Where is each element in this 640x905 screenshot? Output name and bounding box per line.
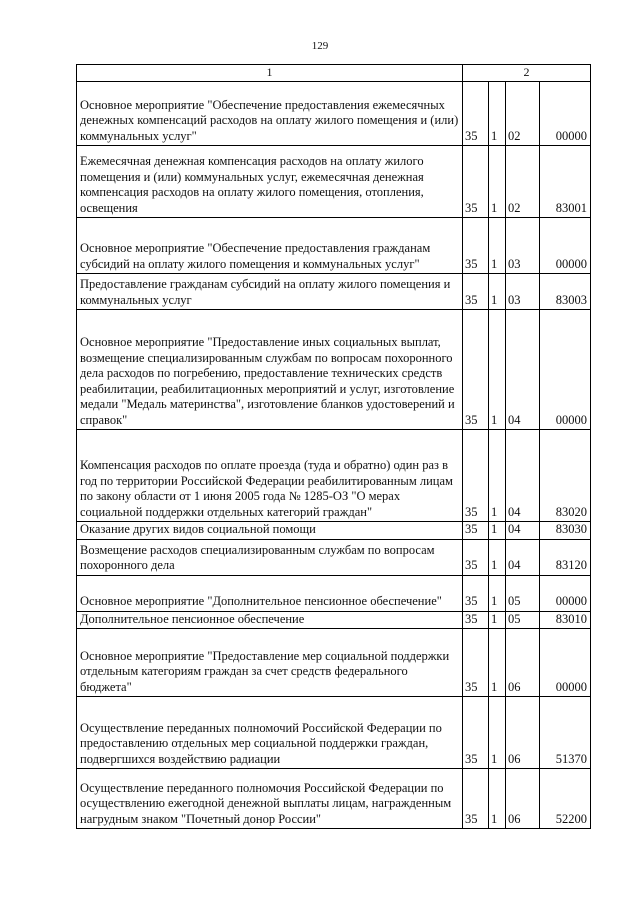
row-code-3: 06 — [506, 629, 540, 697]
page-number: 129 — [311, 40, 329, 52]
row-code-2: 1 — [489, 146, 506, 218]
table-row — [77, 310, 591, 430]
row-code-1: 35 — [463, 522, 489, 540]
row-code-3: 04 — [506, 522, 540, 540]
row-name-cell: Основное мероприятие "Предоставление мер социальной поддержки отдельным категориям граждан за счет средств федерального бюджета" — [77, 629, 463, 697]
row-code-2: 1 — [489, 274, 506, 310]
row-code-3: 02 — [506, 82, 540, 146]
row-name-cell: Дополнительное пенсионное обеспечение — [77, 611, 463, 629]
row-code-3: 03 — [506, 274, 540, 310]
row-name-cell: Основное мероприятие "Обеспечение предоставления ежемесячных денежных компенсаций расходов на оплату жилого помещения и (или) коммунальных услуг" — [77, 82, 463, 146]
row-code-1: 35 — [463, 430, 489, 522]
row-code-4: 52200 — [540, 769, 591, 829]
row-code-2: 1 — [489, 629, 506, 697]
row-name-cell: Основное мероприятие "Предоставление иных социальных выплат, возмещение специализированным службам по вопросам похоронного дела расходов по погребению, предоставление технических средств реабилитации, реабилитационных мероприятий и услуг, изготовление медали "Медаль материнства", изготовление бланков удостоверений и справок" — [77, 310, 463, 430]
row-name-cell: Основное мероприятие "Обеспечение предоставления гражданам субсидий на оплату жилого помещения и коммунальных услуг" — [77, 218, 463, 274]
table-row — [77, 218, 591, 274]
row-code-3: 06 — [506, 697, 540, 769]
row-code-2: 1 — [489, 575, 506, 611]
row-code-1: 35 — [463, 611, 489, 629]
row-code-1: 35 — [463, 629, 489, 697]
table-row — [77, 575, 591, 611]
row-name-cell: Предоставление гражданам субсидий на оплату жилого помещения и коммунальных услуг — [77, 274, 463, 310]
table-row — [77, 522, 591, 540]
table-row — [77, 539, 591, 575]
table-row — [77, 146, 591, 218]
row-code-4: 00000 — [540, 218, 591, 274]
header-cell-col1: 1 — [77, 65, 463, 82]
row-code-2: 1 — [489, 218, 506, 274]
row-code-2: 1 — [489, 539, 506, 575]
row-code-1: 35 — [463, 218, 489, 274]
row-code-1: 35 — [463, 697, 489, 769]
row-code-2: 1 — [489, 522, 506, 540]
header-cell-col2: 2 — [463, 65, 591, 82]
row-code-1: 35 — [463, 146, 489, 218]
row-code-4: 83030 — [540, 522, 591, 540]
row-code-2: 1 — [489, 82, 506, 146]
row-name-cell: Возмещение расходов специализированным службам по вопросам похоронного дела — [77, 539, 463, 575]
row-name-cell: Основное мероприятие "Дополнительное пенсионное обеспечение" — [77, 575, 463, 611]
table-row — [77, 769, 591, 829]
row-code-1: 35 — [463, 575, 489, 611]
row-name-cell: Осуществление переданных полномочий Российской Федерации по предоставлению отдельных мер социальной поддержки граждан, подвергшихся воздействию радиации — [77, 697, 463, 769]
row-code-3: 03 — [506, 218, 540, 274]
row-code-3: 02 — [506, 146, 540, 218]
row-code-4: 00000 — [540, 82, 591, 146]
row-code-4: 83120 — [540, 539, 591, 575]
row-code-1: 35 — [463, 769, 489, 829]
row-code-3: 04 — [506, 539, 540, 575]
row-code-3: 05 — [506, 611, 540, 629]
row-code-4: 83003 — [540, 274, 591, 310]
row-code-4: 83010 — [540, 611, 591, 629]
table-row — [77, 629, 591, 697]
row-code-2: 1 — [489, 611, 506, 629]
row-code-2: 1 — [489, 310, 506, 430]
table-row — [77, 611, 591, 629]
row-code-1: 35 — [463, 82, 489, 146]
row-code-1: 35 — [463, 539, 489, 575]
table-row — [77, 274, 591, 310]
row-code-2: 1 — [489, 769, 506, 829]
row-name-cell: Ежемесячная денежная компенсация расходов на оплату жилого помещения и (или) коммунальных услуг, ежемесячная денежная компенсация расходов на оплату жилого помещения, отопления, освещения — [77, 146, 463, 218]
table-body — [77, 65, 591, 829]
row-code-1: 35 — [463, 274, 489, 310]
row-code-4: 51370 — [540, 697, 591, 769]
row-code-4: 83020 — [540, 430, 591, 522]
budget-classification-table — [76, 64, 591, 829]
row-code-2: 1 — [489, 430, 506, 522]
row-code-3: 04 — [506, 430, 540, 522]
table-row — [77, 82, 591, 146]
row-code-4: 83001 — [540, 146, 591, 218]
table-row — [77, 697, 591, 769]
row-code-2: 1 — [489, 697, 506, 769]
row-code-3: 05 — [506, 575, 540, 611]
table-row — [77, 430, 591, 522]
row-name-cell: Компенсация расходов по оплате проезда (туда и обратно) один раз в год по территории Российской Федерации реабилитированным лицам по закону области от 1 июня 2005 года № 1285-ОЗ "О мерах социальной поддержки отдельных категорий граждан" — [77, 430, 463, 522]
row-name-cell: Оказание других видов социальной помощи — [77, 522, 463, 540]
row-name-cell: Осуществление переданного полномочия Российской Федерации по осуществлению ежегодной денежной выплаты лицам, награжденным нагрудным знаком "Почетный донор России" — [77, 769, 463, 829]
row-code-1: 35 — [463, 310, 489, 430]
row-code-4: 00000 — [540, 310, 591, 430]
row-code-4: 00000 — [540, 575, 591, 611]
row-code-3: 06 — [506, 769, 540, 829]
table-header-row — [77, 65, 591, 82]
row-code-4: 00000 — [540, 629, 591, 697]
row-code-3: 04 — [506, 310, 540, 430]
